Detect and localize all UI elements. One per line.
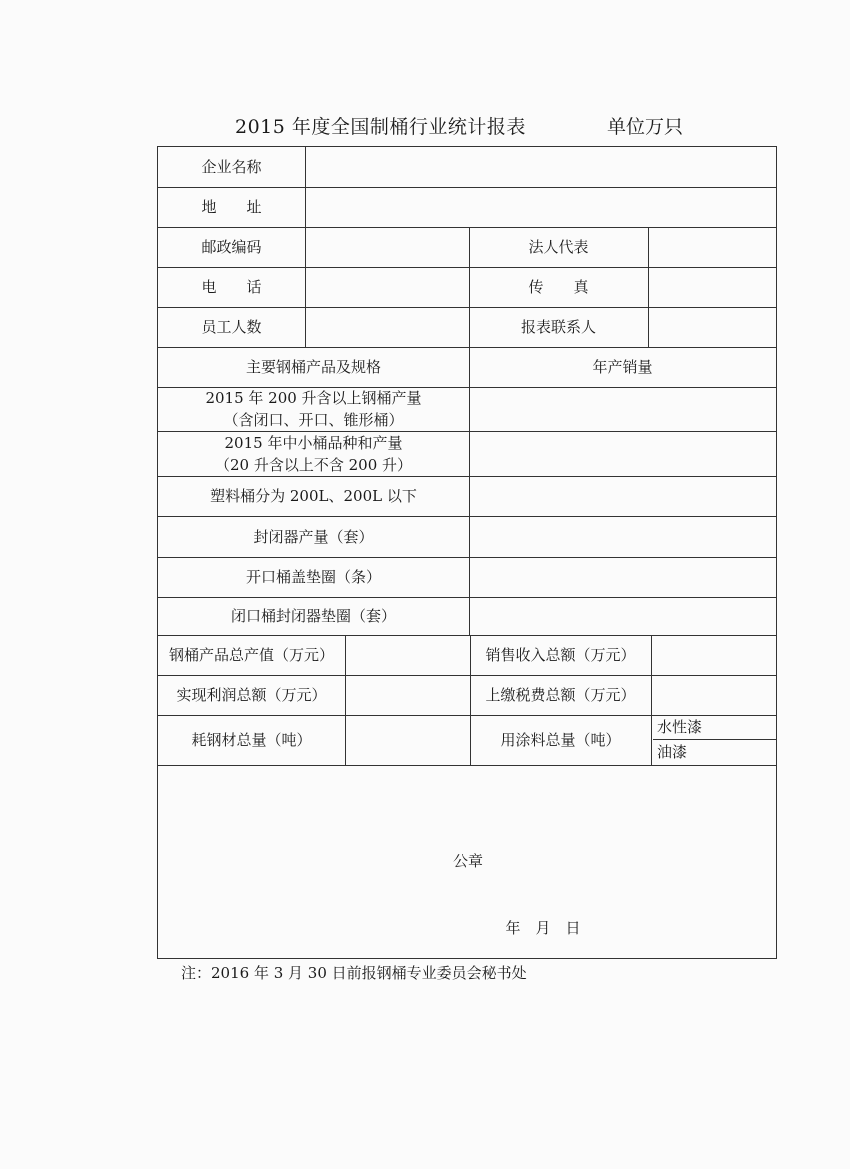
statistics-form [157, 146, 777, 959]
col-divider [345, 635, 346, 765]
row-divider [158, 765, 776, 766]
products-header: 主要钢桶产品及规格 [245, 358, 381, 376]
product-row-label: 塑料桶分为 200L、200L 以下 [210, 487, 417, 505]
product-row-label [158, 431, 469, 476]
steel-consumption-label: 耗钢材总量（吨） [191, 731, 312, 749]
coating-oil-based-label: 油漆 [657, 743, 688, 761]
total-output-value-label: 钢桶产品总产值（万元） [168, 646, 334, 664]
product-row-line: （20 升含以上不含 200 升） [214, 455, 413, 474]
coating-water-based-label: 水性漆 [657, 718, 703, 736]
address-label: 地 址 [201, 198, 262, 216]
footnote: 注：2016 年 3 月 30 日前报钢桶专业委员会秘书处 [181, 964, 527, 982]
product-row-line: 2015 年 200 升含以上钢桶产量 [205, 389, 422, 407]
contact-label: 报表联系人 [520, 318, 596, 336]
page-title: 2015 年度全国制桶行业统计报表 [235, 116, 526, 138]
unit-label: 单位万只 [607, 116, 684, 138]
annual-output-header: 年产销量 [592, 358, 653, 376]
product-row-line: 2015 年中小桶品种和产量 [224, 433, 403, 452]
phone-label: 电 话 [201, 278, 262, 296]
company-name-label: 企业名称 [201, 158, 262, 176]
profit-label: 实现利润总额（万元） [176, 686, 327, 704]
postcode-label: 邮政编码 [201, 238, 262, 256]
date-label: 年 月 日 [505, 919, 581, 937]
seal-label: 公章 [452, 852, 483, 870]
col-divider [305, 147, 306, 347]
product-row-label: 闭口桶封闭器垫圈（套） [230, 607, 396, 625]
product-row-label [158, 387, 469, 431]
sales-revenue-label: 销售收入总额（万元） [485, 646, 636, 664]
coating-label: 用涂料总量（吨） [500, 731, 621, 749]
tax-label: 上缴税费总额（万元） [485, 686, 636, 704]
product-row-label: 开口桶盖垫圈（条） [245, 568, 381, 586]
legal-rep-label: 法人代表 [528, 238, 589, 256]
col-divider [648, 227, 649, 347]
staff-count-label: 员工人数 [201, 318, 262, 336]
fax-label: 传 真 [528, 278, 589, 296]
product-row-label: 封闭器产量（套） [253, 527, 374, 546]
product-row-line: （含闭口、开口、锥形桶） [223, 411, 404, 429]
